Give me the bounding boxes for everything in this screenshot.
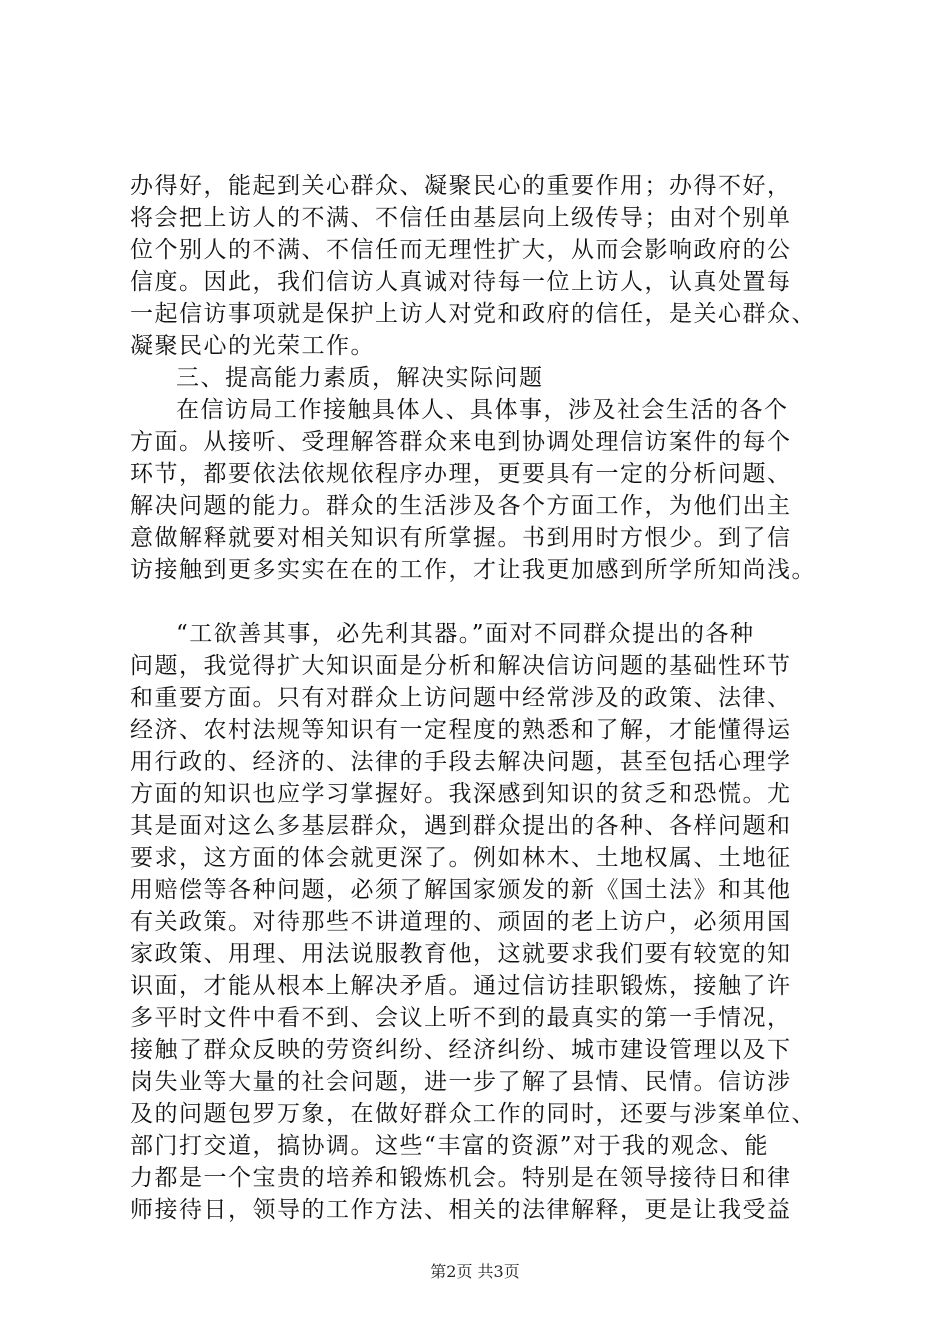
- paragraph-line: 识面，才能从根本上解决矛盾。通过信访挂职锻炼，接触了许: [130, 973, 792, 999]
- paragraph-line: 接触了群众反映的劳资纠纷、经济纠纷、城市建设管理以及下: [130, 1037, 792, 1063]
- paragraph-line: 经济、农村法规等知识有一定程度的熟悉和了解，才能懂得运: [130, 717, 792, 743]
- paragraph-line: 有关政策。对待那些不讲道理的、顽固的老上访户，必须用国: [130, 909, 792, 935]
- paragraph-line: 用赔偿等各种问题，必须了解国家颁发的新《国土法》和其他: [130, 877, 792, 903]
- paragraph-line: 岗失业等大量的社会问题，进一步了解了县情、民情。信访涉: [130, 1069, 792, 1095]
- paragraph-line: 位个别人的不满、不信任而无理性扩大，从而会影响政府的公: [130, 237, 792, 263]
- paragraph-line: 意做解释就要对相关知识有所掌握。书到用时方恨少。到了信: [130, 525, 792, 551]
- paragraph-line: 问题，我觉得扩大知识面是分析和解决信访问题的基础性环节: [130, 653, 792, 679]
- paragraph-line: 环节，都要依法依规依程序办理，更要具有一定的分析问题、: [130, 461, 792, 487]
- paragraph-line: 多平时文件中看不到、会议上听不到的最真实的第一手情况，: [130, 1005, 792, 1031]
- paragraph-line: 部门打交道，搞协调。这些“丰富的资源”对于我的观念、能: [130, 1133, 770, 1159]
- paragraph-line: 要求，这方面的体会就更深了。例如林木、土地权属、土地征: [130, 845, 792, 871]
- paragraph-line: 家政策、用理、用法说服教育他，这就要求我们要有较宽的知: [130, 941, 792, 967]
- page-number-footer: 第2页 共3页: [430, 1262, 520, 1281]
- document-body: [130, 170, 830, 1226]
- paragraph-line: 访接触到更多实实在在的工作，才让我更加感到所学所知尚浅。: [130, 557, 816, 583]
- paragraph-line: 用行政的、经济的、法律的手段去解决问题，甚至包括心理学: [130, 749, 792, 775]
- paragraph-line: 和重要方面。只有对群众上访问题中经常涉及的政策、法律、: [130, 685, 792, 711]
- paragraph-line: 方面的知识也应学习掌握好。我深感到知识的贫乏和恐慌。尤: [130, 781, 792, 807]
- paragraph-line: 办得好，能起到关心群众、凝聚民心的重要作用；办得不好，: [130, 173, 792, 199]
- paragraph-line: 凝聚民心的光荣工作。: [130, 333, 375, 359]
- paragraph-line: 信度。因此，我们信访人真诚对待每一位上访人，认真处置每: [130, 269, 792, 295]
- paragraph-line: 解决问题的能力。群众的生活涉及各个方面工作，为他们出主: [130, 493, 792, 519]
- paragraph-line: 一起信访事项就是保护上访人对党和政府的信任，是关心群众、: [130, 301, 816, 327]
- paragraph-line: “工欲善其事，必先利其器。”面对不同群众提出的各种: [176, 621, 755, 647]
- paragraph-line: 在信访局工作接触具体人、具体事，涉及社会生活的各个: [176, 397, 789, 423]
- section-heading: 三、提高能力素质，解决实际问题: [176, 365, 544, 391]
- paragraph-gap: [130, 586, 830, 618]
- paragraph-line: 方面。从接听、受理解答群众来电到协调处理信访案件的每个: [130, 429, 792, 455]
- paragraph-line: 及的问题包罗万象，在做好群众工作的同时，还要与涉案单位、: [130, 1101, 816, 1127]
- paragraph-line: 力都是一个宝贵的培养和锻炼机会。特别是在领导接待日和律: [130, 1165, 792, 1191]
- paragraph-line: 师接待日，领导的工作方法、相关的法律解释，更是让我受益: [130, 1197, 792, 1223]
- paragraph-line: 将会把上访人的不满、不信任由基层向上级传导；由对个别单: [130, 205, 792, 231]
- paragraph-line: 其是面对这么多基层群众，遇到群众提出的各种、各样问题和: [130, 813, 792, 839]
